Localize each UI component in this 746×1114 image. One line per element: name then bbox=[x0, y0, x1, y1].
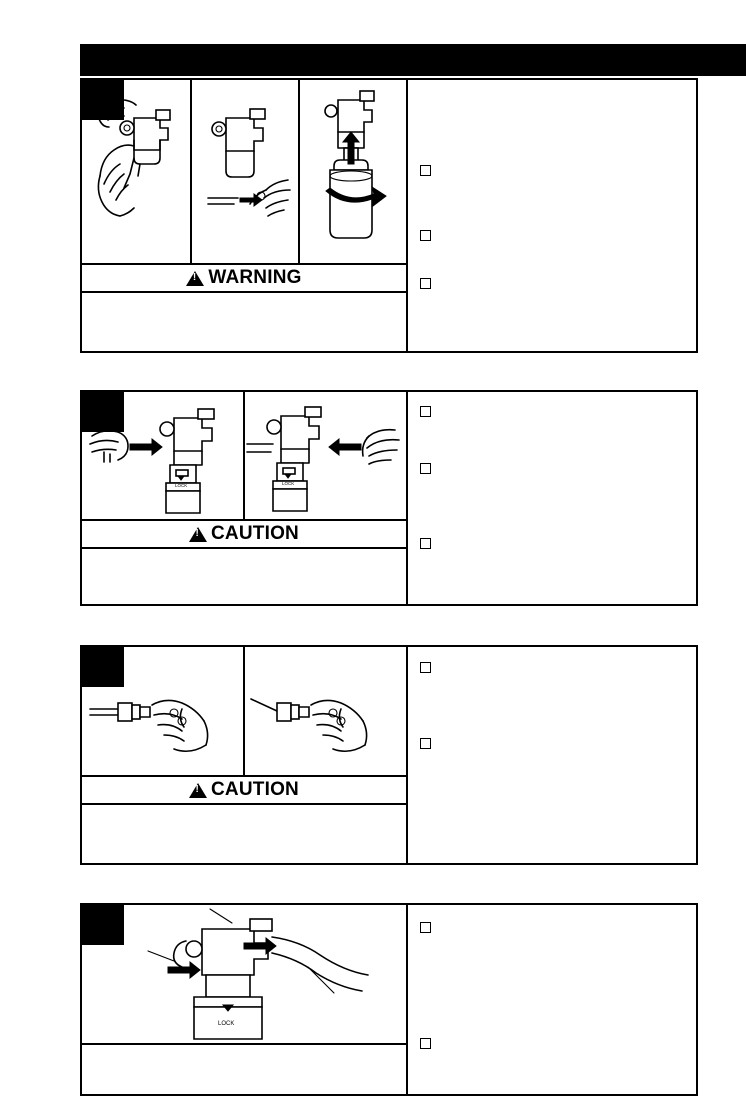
list-item bbox=[420, 164, 688, 176]
list-item bbox=[420, 1037, 688, 1049]
figure-hand-sliding-lock-switch-right bbox=[82, 392, 245, 519]
caution-triangle-icon bbox=[189, 527, 207, 542]
figure-torch-head-with-lock-switch-and-hose-arrows bbox=[82, 905, 406, 1043]
list-item bbox=[420, 661, 688, 673]
figure-hand-attaching-torch-to-cylinder bbox=[192, 80, 300, 263]
section-1-instructions bbox=[408, 80, 696, 351]
section-1-alert-bar bbox=[82, 265, 406, 293]
checkbox-icon[interactable] bbox=[420, 662, 431, 673]
section-1-alert-label: WARNING bbox=[208, 267, 302, 288]
section-3-step-tab bbox=[82, 647, 124, 687]
checkbox-icon[interactable] bbox=[420, 463, 431, 474]
checkbox-icon[interactable] bbox=[420, 406, 431, 417]
list-item bbox=[420, 921, 688, 933]
section-4-step-tab bbox=[82, 905, 124, 945]
section-1-alert-body bbox=[82, 293, 406, 351]
section-3-alert-body bbox=[82, 805, 406, 863]
checkbox-icon[interactable] bbox=[420, 165, 431, 176]
section-3-alert-bar bbox=[82, 777, 406, 805]
section-4-alert-body bbox=[82, 1045, 406, 1094]
section-2-alert-label: CAUTION bbox=[211, 523, 299, 544]
section-3 bbox=[80, 645, 698, 865]
section-3-figures bbox=[82, 647, 408, 863]
section-1 bbox=[80, 78, 698, 353]
list-item bbox=[420, 405, 688, 417]
section-4-instructions bbox=[408, 905, 696, 1094]
checkbox-icon[interactable] bbox=[420, 738, 431, 749]
checkbox-icon[interactable] bbox=[420, 538, 431, 549]
section-1-figures bbox=[82, 80, 408, 351]
checkbox-icon[interactable] bbox=[420, 230, 431, 241]
section-3-alert-label: CAUTION bbox=[211, 779, 299, 800]
warning-triangle-icon bbox=[186, 271, 204, 286]
checkbox-icon[interactable] bbox=[420, 922, 431, 933]
section-2-alert-body bbox=[82, 549, 406, 604]
list-item bbox=[420, 277, 688, 289]
caution-triangle-icon bbox=[189, 783, 207, 798]
svg-text:LOCK: LOCK bbox=[282, 481, 295, 486]
section-4-figures bbox=[82, 905, 408, 1094]
section-2-step-tab bbox=[82, 392, 124, 432]
section-4 bbox=[80, 903, 698, 1096]
section-2-instructions bbox=[408, 392, 696, 604]
section-2 bbox=[80, 390, 698, 606]
figure-torch-head-threading-onto-cylinder-rotate bbox=[300, 80, 406, 263]
checkbox-icon[interactable] bbox=[420, 1038, 431, 1049]
section-1-step-tab bbox=[82, 80, 124, 120]
svg-text:LOCK: LOCK bbox=[218, 1021, 235, 1027]
list-item bbox=[420, 737, 688, 749]
svg-text:LOCK: LOCK bbox=[175, 483, 188, 488]
list-item bbox=[420, 229, 688, 241]
header-bar-label bbox=[80, 44, 746, 60]
section-2-figures bbox=[82, 392, 408, 604]
figure-hand-holding-torch-igniting-flame bbox=[82, 647, 245, 775]
list-item bbox=[420, 537, 688, 549]
section-2-alert-bar bbox=[82, 521, 406, 549]
figure-hand-sliding-lock-switch-left bbox=[245, 392, 406, 519]
figure-hand-holding-torch-adjusting-flame bbox=[245, 647, 406, 775]
list-item bbox=[420, 462, 688, 474]
figure-hand-removing-cap-from-torch-head bbox=[82, 80, 192, 263]
checkbox-icon[interactable] bbox=[420, 278, 431, 289]
section-3-instructions bbox=[408, 647, 696, 863]
header-black-bar bbox=[80, 44, 746, 76]
